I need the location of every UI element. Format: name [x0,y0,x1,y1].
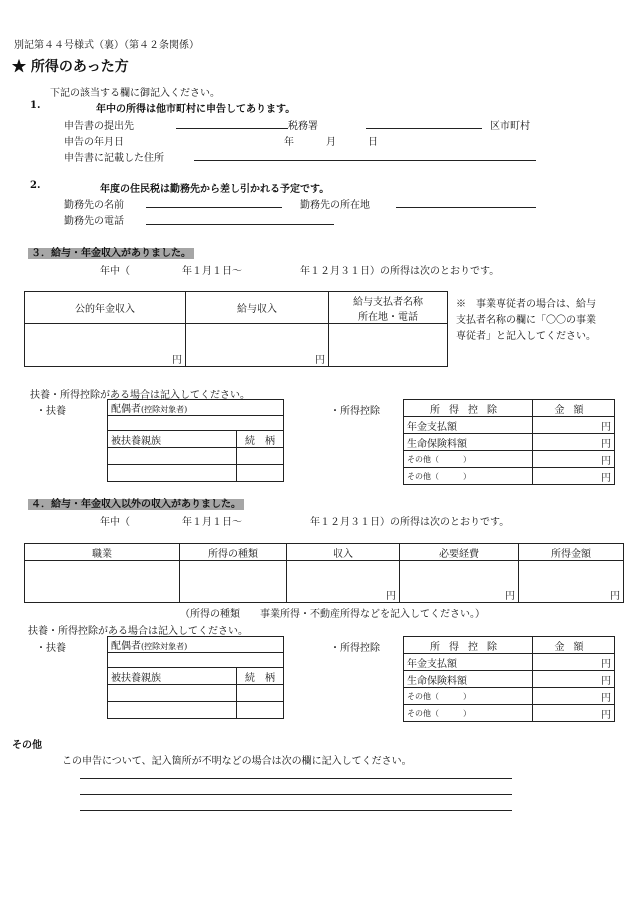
other-instruction: この申告について、記入箇所が不明などの場合は次の欄に記入してください。 [62,756,412,767]
employer-address-label: 勤務先の所在地 [300,200,370,211]
section1-number: 1. [30,100,41,111]
income-type-header: 所得の種類 [180,544,287,561]
relationship-cell[interactable] [237,448,284,465]
deduction-item-header: 所得控除 [404,637,533,654]
income-deduction-label: ・所得控除 [330,406,380,417]
section3-heading: ３．給与・年金収入がありました。 [28,244,194,259]
life-insurance-label: 生命保険料額 [404,434,533,451]
section3-period-start: 年１月１日～ [182,266,242,277]
life-insurance-label: 生命保険料額 [404,671,533,688]
income-deduction-label: ・所得控除 [330,643,380,654]
life-insurance-cell[interactable]: 円 [533,671,615,688]
occupation-cell[interactable] [25,561,180,603]
employer-name-label: 勤務先の名前 [64,200,124,211]
deduction-amount-header: 金額 [533,400,615,417]
section3-deduction-instruction: 扶養・所得控除がある場合は記入してください。 [30,390,250,401]
income-type-note: （所得の種類 事業所得・不動産所得などを記入してください。） [180,609,485,620]
relationship-header: 続 柄 [237,668,284,685]
life-insurance-cell[interactable]: 円 [533,434,615,451]
dependent-relatives-header: 被扶養親族 [108,668,237,685]
section4-period-prefix: 年中（ [100,517,130,528]
income-deduction-table-2 [403,636,615,722]
section3-period-end: 年１２月３１日）の所得は次のとおりです。 [300,266,500,277]
dependent-cell[interactable] [108,685,237,702]
employee-note: ※ 事業専従者の場合は、給与 支払者名称の欄に「〇〇の事業 専従者」と記入してください。 [456,299,596,342]
salary-income-cell[interactable]: 円 [186,324,329,367]
section2-number: 2. [30,180,41,191]
expenses-header: 必要経費 [400,544,519,561]
section3-period-prefix: 年中（ [100,266,130,277]
address-label: 申告書に記載した住所 [64,153,164,164]
other-line-2[interactable] [80,794,512,795]
dependents-label: ・扶養 [36,406,66,417]
expenses-cell[interactable]: 円 [400,561,519,603]
salary-income-header: 給与収入 [186,292,329,324]
filing-place-label: 申告書の提出先 [64,121,134,132]
spouse-header: 配偶者(控除対象者) [108,400,284,416]
income-amount-header: 所得金額 [519,544,624,561]
pension-income-header: 公的年金収入 [25,292,186,324]
income-deduction-table-1 [403,399,615,485]
other-deduction-cell[interactable]: 円 [533,451,615,468]
pension-income-cell[interactable]: 円 [25,324,186,367]
other-deduction-label: その他（ ） [404,451,533,468]
other-deduction-label: その他（ ） [404,468,533,485]
employer-name-line[interactable] [146,207,282,208]
filing-place-line[interactable] [176,128,288,129]
salary-pension-table [24,291,448,367]
section4-heading: ４．給与・年金収入以外の収入がありました。 [28,495,244,510]
city-line[interactable] [366,128,482,129]
revenue-header: 収入 [287,544,400,561]
employer-phone-line[interactable] [146,224,334,225]
spouse-cell[interactable] [108,416,284,431]
dependent-relatives-header: 被扶養親族 [108,431,237,448]
other-deduction-label: その他（ ） [404,688,533,705]
pension-paid-cell[interactable]: 円 [533,654,615,671]
revenue-cell[interactable]: 円 [287,561,400,603]
employer-address-line[interactable] [396,207,536,208]
section1-heading: 年中の所得は他市町村に申告してあります。 [96,104,296,115]
section4-period-end: 年１２月３１日）の所得は次のとおりです。 [310,517,510,528]
day-label: 日 [368,137,378,148]
income-type-cell[interactable] [180,561,287,603]
section2-heading: 年度の住民税は勤務先から差し引かれる予定です。 [100,184,330,195]
relationship-cell[interactable] [237,685,284,702]
other-deduction-cell[interactable]: 円 [533,688,615,705]
spouse-cell[interactable] [108,653,284,668]
occupation-header: 職業 [25,544,180,561]
dependent-cell[interactable] [108,702,237,719]
city-label: 区市町村 [490,121,530,132]
address-line[interactable] [194,160,536,161]
dependents-table-2 [107,636,284,719]
income-amount-cell[interactable]: 円 [519,561,624,603]
deduction-item-header: 所得控除 [404,400,533,417]
relationship-cell[interactable] [237,702,284,719]
tax-office-label: 税務署 [288,121,318,132]
pension-paid-cell[interactable]: 円 [533,417,615,434]
section4-deduction-instruction: 扶養・所得控除がある場合は記入してください。 [28,626,248,637]
dependents-table-1 [107,399,284,482]
filing-date-label: 申告の年月日 [64,137,124,148]
month-label: 月 [326,137,336,148]
other-line-1[interactable] [80,778,512,779]
dependents-label: ・扶養 [36,643,66,654]
form-id: 別記第４４号様式（裏）（第４２条関係） [14,40,199,51]
other-line-3[interactable] [80,810,512,811]
relationship-cell[interactable] [237,465,284,482]
year-label: 年 [284,137,294,148]
relationship-header: 続 柄 [237,431,284,448]
instruction-text: 下記の該当する欄に御記入ください。 [50,88,220,99]
other-deduction-cell[interactable]: 円 [533,705,615,722]
payer-cell[interactable] [329,324,448,367]
spouse-header: 配偶者(控除対象者) [108,637,284,653]
employer-phone-label: 勤務先の電話 [64,216,124,227]
other-deduction-label: その他（ ） [404,705,533,722]
dependent-cell[interactable] [108,448,237,465]
pension-paid-label: 年金支払額 [404,417,533,434]
dependent-cell[interactable] [108,465,237,482]
section4-period-start: 年１月１日～ [182,517,242,528]
other-deduction-cell[interactable]: 円 [533,468,615,485]
page-title: ★ 所得のあった方 [12,59,129,75]
other-heading: その他 [12,740,42,751]
pension-paid-label: 年金支払額 [404,654,533,671]
payer-header: 給与支払者名称 所在地・電話 [329,292,448,324]
deduction-amount-header: 金額 [533,637,615,654]
other-income-table [24,543,624,603]
